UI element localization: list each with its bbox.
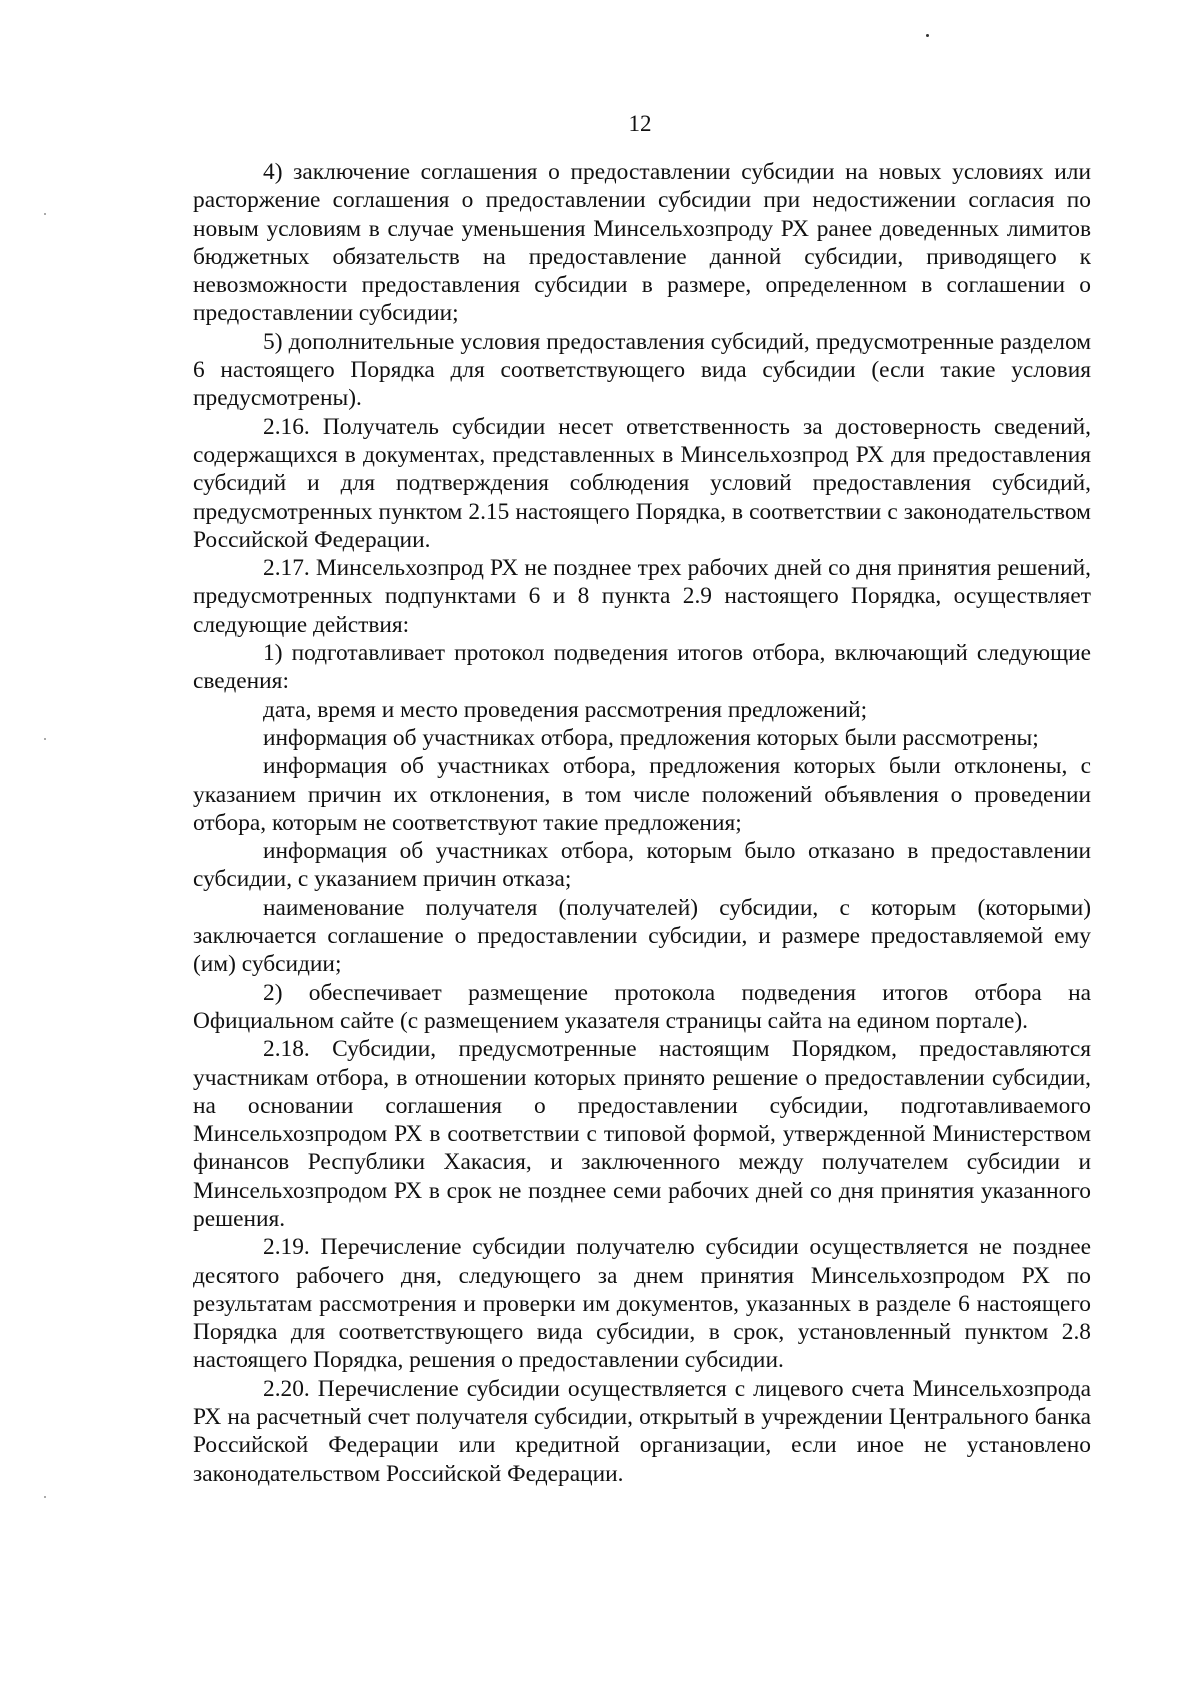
paragraph-2-17: 2.17. Минсельхозпрод РХ не позднее трех рабочих дней со дня принятия решений, предусмотренных подпунктами 6 и 8 пункта 2.9 настоящего Порядка, осуществляет следующие действия: [193,555,1091,638]
paragraph-2-17-item-1: 1) подготавливает протокол подведения итогов отбора, включающий следующие сведения: [193,640,1091,695]
protocol-item-considered: информация об участниках отбора, предложения которых были рассмотрены; [263,724,1039,751]
protocol-item-recipient: наименование получателя (получателей) субсидии, с которым (которыми) заключается соглашение о предоставлении субсидии, и размере предоставляемой ему (им) субсидии; [193,894,1091,978]
protocol-item-date: дата, время и место проведения рассмотрения предложений; [263,696,868,723]
document-body [193,158,1091,1488]
scan-speck [44,1496,46,1498]
paragraph-2-16: 2.16. Получатель субсидии несет ответственность за достоверность сведений, содержащихся в документах, представленных в Минсельхозпрод РХ для предоставления субсидий и для подтверждения соблюдения условий предоставления субсидий, предусмотренных пунктом 2.15 настоящего Порядка, в соответствии с законодательством Российской Федерации. [193,413,1091,553]
paragraph-item-5: 5) дополнительные условия предоставления субсидий, предусмотренные разделом 6 настоящего Порядка для соответствующего вида субсидии (если такие условия предусмотрены). [193,328,1091,412]
paragraph-2-19: 2.19. Перечисление субсидии получателю субсидии осуществляется не позднее десятого рабочего дня, следующего за днем принятия Минсельхозпродом РХ по результатам рассмотрения и проверки им документов, указанных в разделе 6 настоящего Порядка для соответствующего вида субсидии, в срок, установленный пунктом 2.8 настоящего Порядка, решения о предоставлении субсидии. [193,1234,1091,1374]
paragraph-item-4: 4) заключение соглашения о предоставлении субсидии на новых условиях или расторжение соглашения о предоставлении субсидии при недостижении согласия по новым условиям в случае уменьшения Минсельхозпроду РХ ранее доведенных лимитов бюджетных обязательств на предоставление данной субсидии, приводящего к невозможности предоставления субсидии в размере, определенном в соглашении о предоставлении субсидии; [193,159,1091,327]
paragraph-2-18: 2.18. Субсидии, предусмотренные настоящим Порядком, предоставляются участникам отбора, в отношении которых принято решение о предоставлении субсидии, на основании соглашения о предоставлении субсидии, подготавливаемого Минсельхозпродом РХ в соответствии с типовой формой, утвержденной Министерством финансов Республики Хакасия, и заключенного между получателем субсидии и Минсельхозпродом РХ в срок не позднее семи рабочих дней со дня принятия указанного решения. [193,1036,1091,1232]
scan-speck [926,34,929,37]
protocol-item-rejected: информация об участниках отбора, предложения которых были отклонены, с указанием причин их отклонения, в том числе положений объявления о проведении отбора, которым не соответствуют такие предложения; [193,753,1091,836]
scan-speck [44,213,46,215]
protocol-item-refused: информация об участниках отбора, которым было отказано в предоставлении субсидии, с указанием причин отказа; [193,838,1091,893]
paragraph-2-20: 2.20. Перечисление субсидии осуществляется с лицевого счета Минсельхозпрода РХ на расчетный счет получателя субсидии, открытый в учреждении Центрального банка Российской Федерации или кредитной организации, если иное не установлено законодательством Российской Федерации. [193,1375,1091,1487]
page-number: 12 [628,111,652,136]
scan-speck [44,738,46,740]
paragraph-2-17-item-2: 2) обеспечивает размещение протокола подведения итогов отбора на Официальном сайте (с размещением указателя страницы сайта на едином портале). [193,979,1091,1034]
